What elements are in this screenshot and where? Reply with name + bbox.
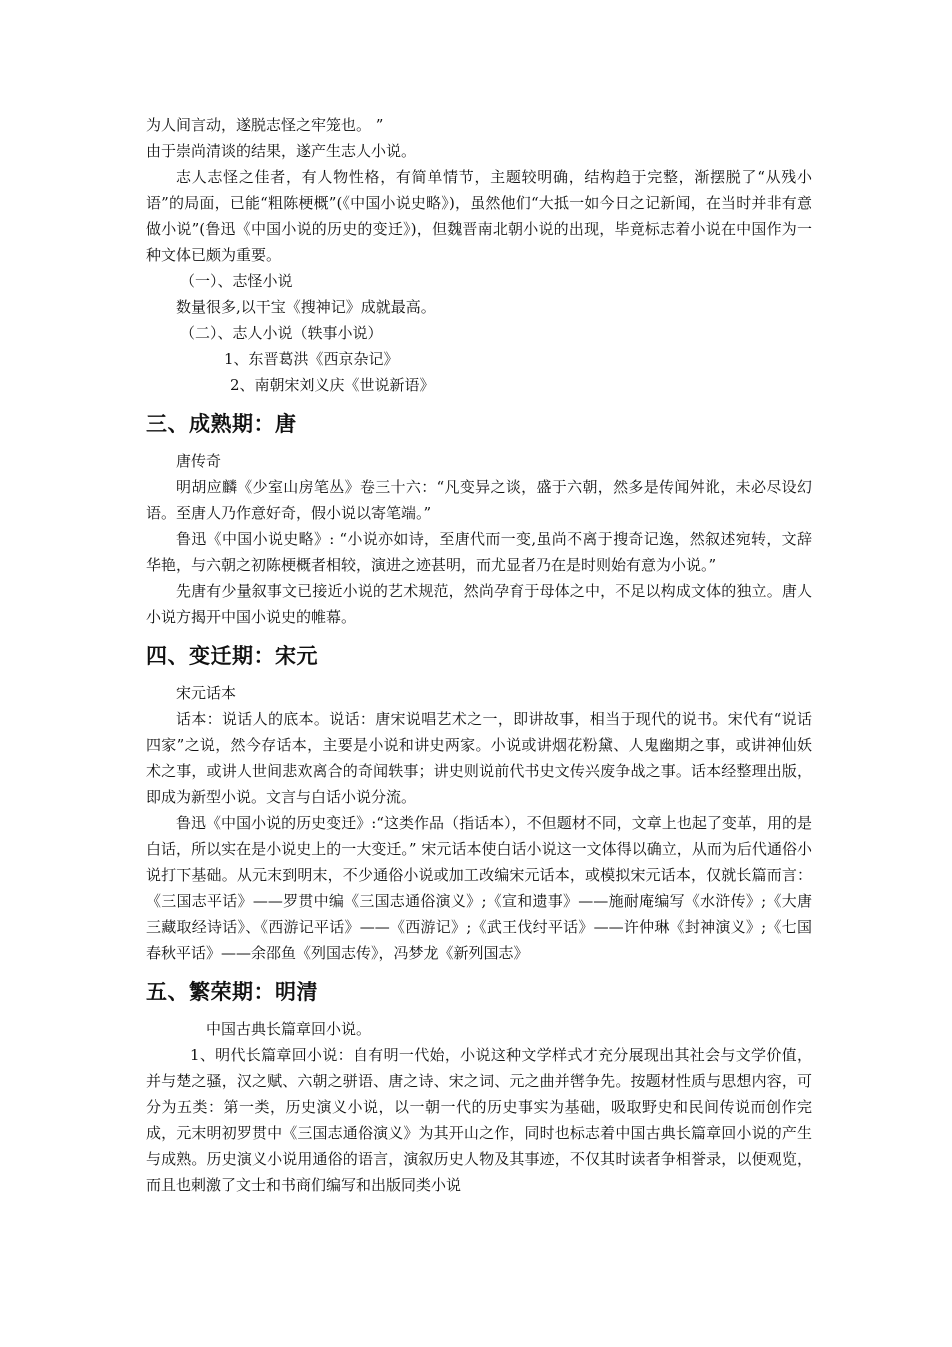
paragraph: 鲁迅《中国小说史略》: “小说亦如诗，至唐代而一变,虽尚不离于搜奇记逸，然叙述宛转，文辞华艳，与六朝之初陈梗概者相较，演进之迹甚明，而尤显者乃在是时则始有意为小说。” <box>146 530 812 574</box>
paragraph: 为人间言动，遂脱志怪之牢笼也。 ” <box>146 116 384 134</box>
list-item-heading: （二）、志人小说（轶事小说） <box>180 324 383 342</box>
paragraph: 话本：说话人的底本。说话：唐宋说唱艺术之一，即讲故事，相当于现代的说书。宋代有“说话四家”之说，然今存话本，主要是小说和讲史两家。小说或讲烟花粉黛、人鬼幽期之事，或讲神仙妖术之事，或讲人世间悲欢离合的奇闻轶事；讲史则说前代书史文传兴废争战之事。话本经整理出版，即成为新型小说。文言与白话小说分流。 <box>146 710 812 806</box>
list-sub-item: 1、东晋葛洪《西京杂记》 <box>224 350 399 368</box>
subheading: 中国古典长篇章回小说。 <box>206 1020 372 1038</box>
paragraph: 由于崇尚清谈的结果，遂产生志人小说。 <box>146 142 417 160</box>
section-heading: 三、成熟期：唐 <box>146 411 297 436</box>
paragraph: 1、明代长篇章回小说：自有明一代始，小说这种文学样式才充分展现出其社会与文学价值，并与楚之骚，汉之赋、六朝之骈语、唐之诗、宋之词、元之曲并辔争先。按题材性质与思想内容，可分为五类：第一类，历史演义小说，以一朝一代的历史事实为基础，吸取野史和民间传说而创作完成，元末明初罗贯中《三国志通俗演义》为其开山之作，同时也标志着中国古典长篇章回小说的产生与成熟。历史演义小说用通俗的语言，演叙历史人物及其事迹，不仅其时读者争相誉录，以便观览，而且也刺激了文士和书商们编写和出版同类小说 <box>146 1046 812 1194</box>
document-page <box>146 112 812 1198</box>
subheading: 宋元话本 <box>176 684 237 702</box>
paragraph: 志人志怪之佳者，有人物性格，有简单情节，主题较明确，结构趋于完整，渐摆脱了“从残小语”的局面，已能“粗陈梗概”(《中国小说史略》)，虽然他们“大抵一如今日之记新闻，在当时并非有意做小说”(鲁迅《中国小说的历史的变迁》)，但魏晋南北朝小说的出现，毕竟标志着小说在中国作为一种文体已颇为重要。 <box>146 168 812 264</box>
list-sub-item: 2、南朝宋刘义庆《世说新语》 <box>230 376 435 394</box>
paragraph: 明胡应麟《少室山房笔丛》卷三十六：“凡变异之谈，盛于六朝，然多是传闻舛讹，未必尽设幻语。至唐人乃作意好奇，假小说以寄笔端。” <box>146 478 812 522</box>
section-heading: 五、繁荣期：明清 <box>146 979 318 1004</box>
paragraph: 鲁迅《中国小说的历史变迁》:“这类作品（指话本），不但题材不同，文章上也起了变革，用的是白话，所以实在是小说史上的一大变迁。” 宋元话本使白话小说这一文体得以确立，从而为后代通俗小说打下基础。从元末到明末，不少通俗小说或加工改编宋元话本，或模拟宋元话本，仅就长篇而言：《三国志平话》——罗贯中编《三国志通俗演义》;《宣和遗事》——施耐庵编写《水浒传》;《大唐三藏取经诗话》、《西游记平话》——《西游记》;《武王伐纣平话》——许仲琳《封神演义》;《七国春秋平话》——余邵鱼《列国志传》，冯梦龙《新列国志》 <box>146 814 812 962</box>
section-heading: 四、变迁期：宋元 <box>146 643 318 668</box>
paragraph: 先唐有少量叙事文已接近小说的艺术规范，然尚孕育于母体之中，不足以构成文体的独立。唐人小说方揭开中国小说史的帷幕。 <box>146 582 812 626</box>
subheading: 唐传奇 <box>176 452 222 470</box>
list-item-heading: （一）、志怪小说 <box>180 272 293 290</box>
paragraph: 数量很多,以干宝《搜神记》成就最高。 <box>176 298 436 316</box>
